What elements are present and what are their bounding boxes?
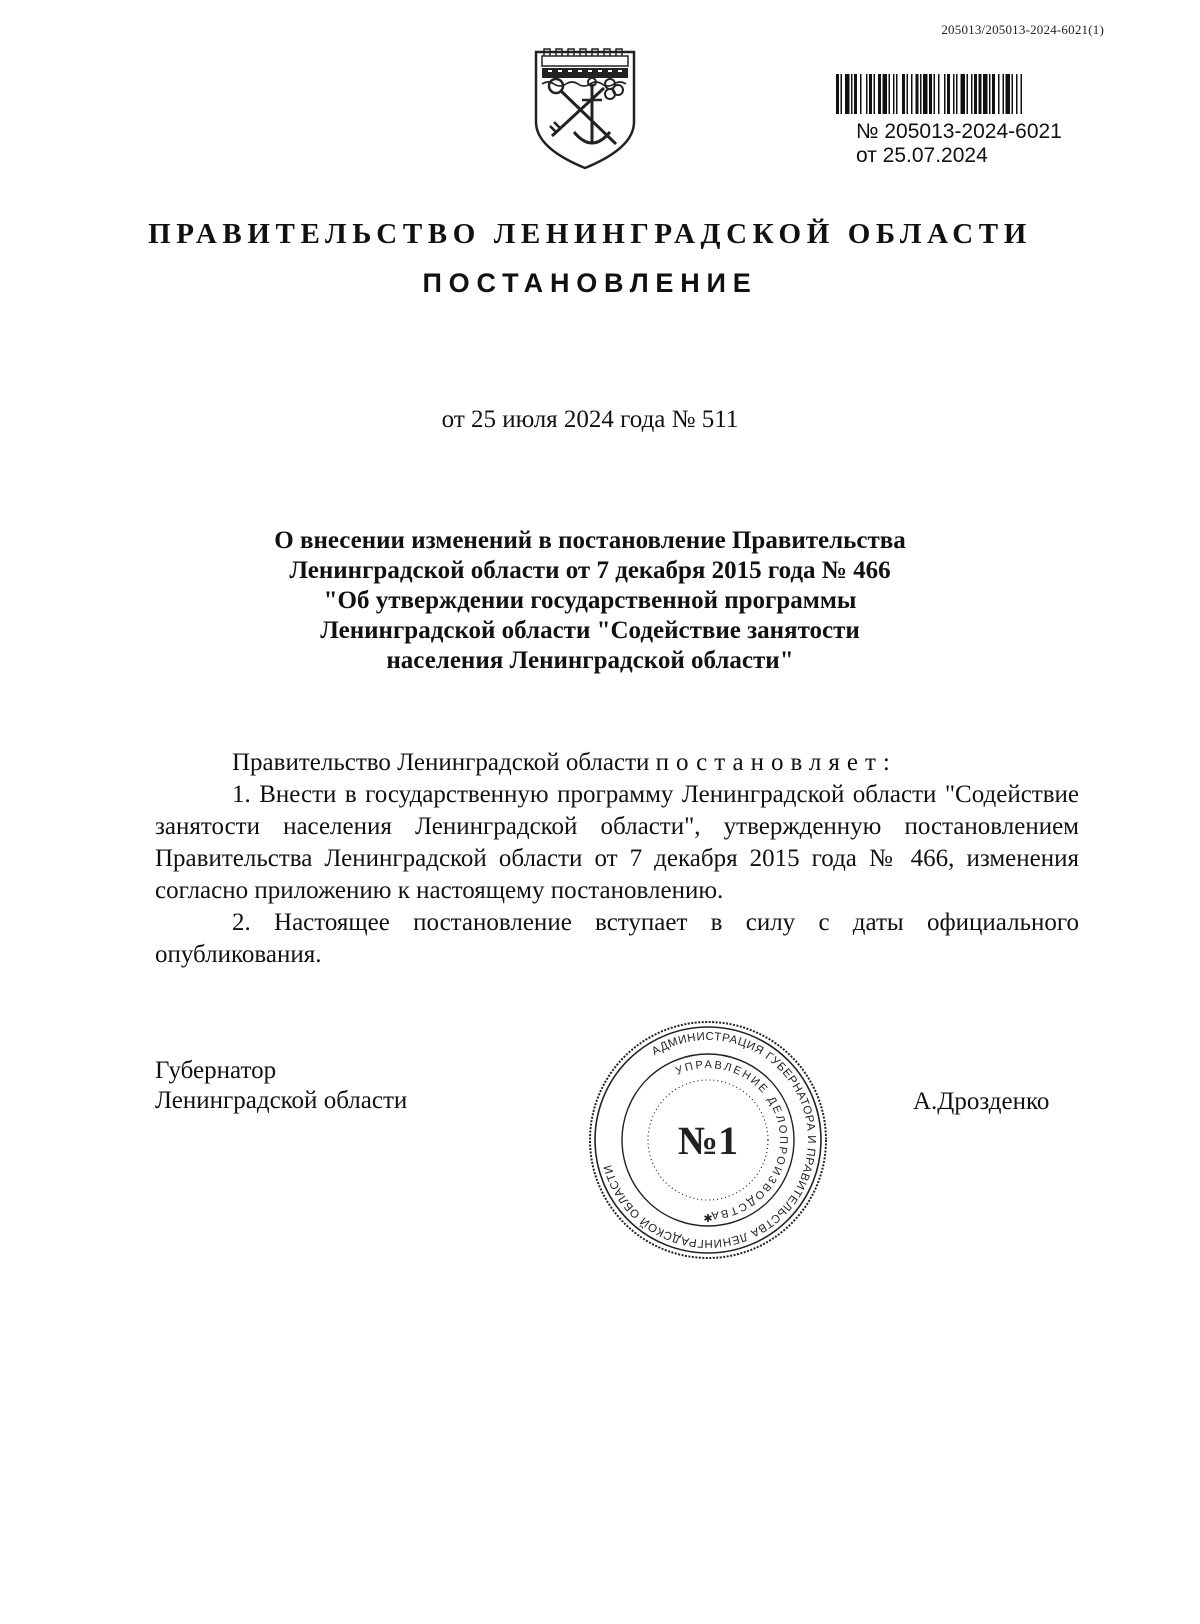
document-date-number: от 25 июля 2024 года № 511: [441, 406, 739, 433]
stamp-outer-text: АДМИНИСТРАЦИЯ ГУБЕРНАТОРА И ПРАВИТЕЛЬСТВА ЛЕНИНГРАДСКОЙ ОБЛАСТИ: [602, 1030, 818, 1250]
signer-title: [155, 1056, 407, 1116]
document-type: ПОСТАНОВЛЕНИЕ: [422, 268, 758, 298]
document-body: [155, 747, 1079, 971]
barcode-icon: [836, 74, 1098, 114]
signer-title-line: Ленинградской области: [155, 1087, 408, 1114]
stamp-star-icon: ✱: [703, 1212, 713, 1225]
document-reference: 205013/205013-2024-6021(1): [941, 22, 1104, 37]
official-stamp-icon: [586, 1018, 830, 1262]
subject-line: "Об утверждении государственной программы: [323, 587, 857, 614]
preamble-verb: постановляет:: [655, 749, 897, 776]
government-title: ПРАВИТЕЛЬСТВО ЛЕНИНГРАДСКОЙ ОБЛАСТИ: [148, 218, 1032, 250]
body-item-1: 1. Внести в государственную программу Ленинградской области "Содействие занятости населения Ленинградской области", утвержденную постановлением Правительства Ленинградской области от 7 декабря 2015 года № 466, изменения согласно приложению к настоящему постановлению.: [155, 781, 1079, 904]
subject-line: О внесении изменений в постановление Правительства: [274, 527, 906, 554]
subject-line: Ленинградской области "Содействие занятости: [320, 617, 860, 644]
signer-name: А.Дрозденко: [913, 1088, 1050, 1115]
signer-title-line: Губернатор: [155, 1057, 277, 1084]
document-subject: [200, 526, 980, 676]
registration-number: № 205013-2024-6021: [856, 120, 1062, 143]
stamp-number: №1: [677, 1118, 739, 1163]
registration-date: от 25.07.2024: [856, 144, 988, 167]
preamble-subject: Правительство Ленинградской области: [232, 749, 650, 776]
preamble: [155, 747, 1079, 779]
leningrad-oblast-coat-of-arms-icon: [530, 44, 640, 174]
stamp-inner-text: УПРАВЛЕНИЕ ДЕЛОПРОИЗВОДСТВА: [673, 1058, 790, 1222]
subject-line: Ленинградской области от 7 декабря 2015 года № 466: [289, 557, 891, 584]
body-item-2: 2. Настоящее постановление вступает в силу с даты официального опубликования.: [155, 909, 1079, 968]
subject-line: населения Ленинградской области": [386, 647, 794, 674]
